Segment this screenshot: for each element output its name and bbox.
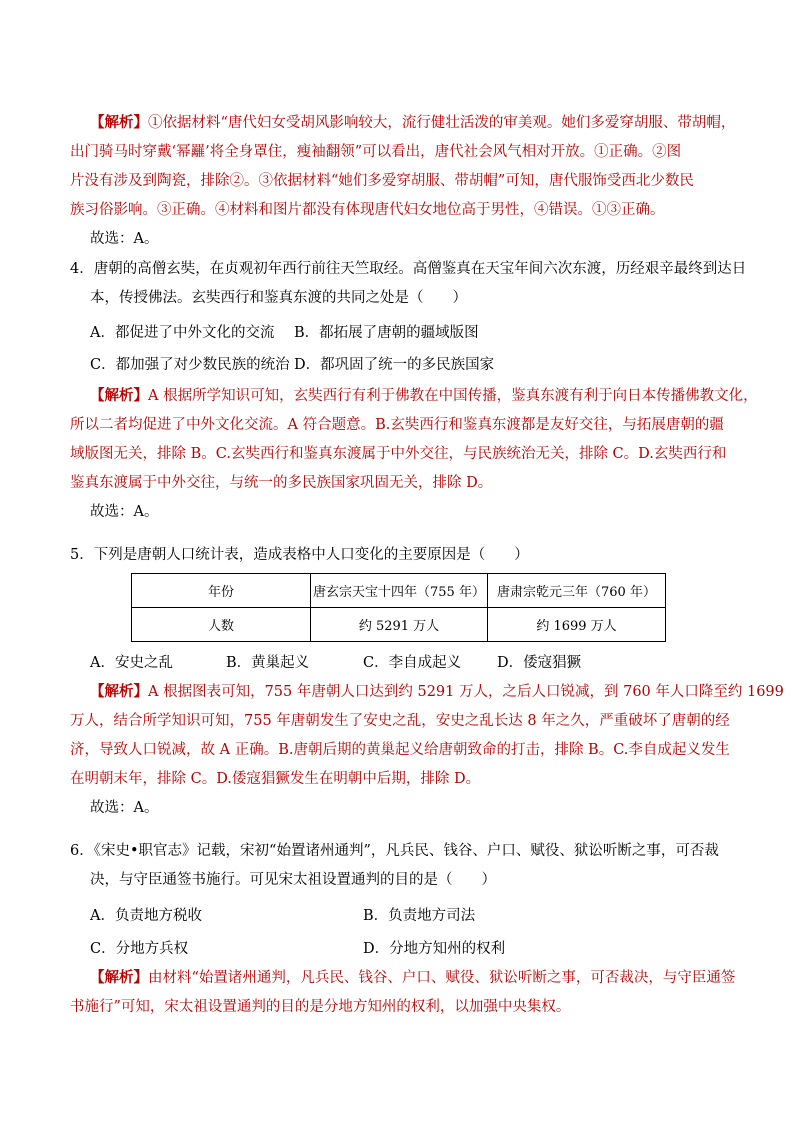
question-line: 决，与守臣通签书施行。可见宋太祖设置通判的目的是（ ） bbox=[90, 872, 496, 888]
analysis-line: 域版图无关，排除 B。C.玄奘西行和鉴真东渡属于中外交往，与民族统治无关，排除 C。D.玄奘西行和 bbox=[70, 446, 727, 462]
table-header-cell: 唐玄宗天宝十四年（755 年） bbox=[311, 574, 488, 608]
analysis-line: 在明朝末年，排除 C。D.倭寇猖獗发生在明朝中后期，排除 D。 bbox=[70, 771, 481, 787]
q6-option-b: B．负责地方司法 bbox=[363, 908, 476, 924]
table-row bbox=[132, 574, 666, 608]
answer-line: 故选：A。 bbox=[90, 504, 159, 520]
q6-option-a: A．负责地方税收 bbox=[90, 908, 202, 924]
table-row bbox=[132, 608, 666, 642]
q6-option-c: C．分地方兵权 bbox=[90, 941, 189, 957]
analysis-line: 鉴真东渡属于中外交往，与统一的多民族国家巩固无关，排除 D。 bbox=[70, 475, 493, 491]
analysis-line: 族习俗影响。③正确。④材料和图片都没有体现唐代妇女地位高于男性，④错误。①③正确。 bbox=[70, 202, 665, 218]
analysis-line: 【解析】①依据材料“唐代妇女受胡风影响较大，流行健壮活泼的审美观。她们多爱穿胡服、带胡帽， bbox=[90, 114, 736, 131]
analysis-line: 书施行”可知，宋太祖设置通判的目的是分地方知州的权利，以加强中央集权。 bbox=[70, 999, 571, 1015]
analysis-line: 【解析】由材料“始置诸州通判，凡兵民、钱谷、户口、赋役、狱讼听断之事，可否裁决，与守臣通签 bbox=[90, 969, 736, 986]
analysis-line: 济，导致人口锐减，故 A 正确。B.唐朝后期的黄巢起义给唐朝致命的打击，排除 B。C.李自成起义发生 bbox=[70, 742, 730, 758]
question-line: 6．《宋史•职官志》记载，宋初“始置诸州通判”，凡兵民、钱谷、户口、赋役、狱讼听断之事，可否裁 bbox=[70, 843, 719, 859]
q6-option-d: D．分地方知州的权利 bbox=[363, 941, 506, 957]
analysis-line: 所以二者均促进了中外文化交流。A 符合题意。B.玄奘西行和鉴真东渡都是友好交往，与拓展唐朝的疆 bbox=[70, 417, 724, 433]
analysis-label: 【解析】 bbox=[90, 114, 148, 131]
table-header-cell: 唐肃宗乾元三年（760 年） bbox=[488, 574, 666, 608]
q6-analysis bbox=[70, 963, 742, 1022]
analysis-line: 【解析】A 根据所学知识可知，玄奘西行有利于佛教在中国传播，鉴真东渡有利于向日本传播佛教文化， bbox=[90, 387, 758, 404]
table-header-cell: 年份 bbox=[132, 574, 311, 608]
table-cell: 人数 bbox=[132, 608, 311, 642]
answer-line: 故选：A。 bbox=[90, 231, 159, 247]
analysis-label: 【解析】 bbox=[90, 387, 148, 404]
analysis-line: 出门骑马时穿戴‘幂䍦’将全身罩住，瘦袖翻领”可以看出，唐代社会风气相对开放。①正确。②图 bbox=[70, 144, 682, 160]
table-cell: 约 1699 万人 bbox=[488, 608, 666, 642]
q5-stem bbox=[70, 541, 742, 570]
q4-analysis bbox=[70, 381, 758, 527]
analysis-line: 万人，结合所学知识可知，755 年唐朝发生了安史之乱，安史之乱长达 8 年之久，严重破坏了唐朝的经 bbox=[70, 713, 730, 729]
q5-option-d: D．倭寇猖獗 bbox=[497, 655, 582, 671]
analysis-line: 片没有涉及到陶瓷，排除②。③依据材料“她们多爱穿胡服、带胡帽”可知，唐代服饰受西北少数民 bbox=[70, 173, 694, 189]
analysis-label: 【解析】 bbox=[90, 969, 148, 986]
q5-option-a: A．安史之乱 bbox=[90, 655, 173, 671]
q4-option-b: B．都拓展了唐朝的疆域版图 bbox=[294, 325, 479, 341]
question-line: 本，传授佛法。玄奘西行和鉴真东渡的共同之处是（ ） bbox=[90, 290, 467, 306]
analysis-label: 【解析】 bbox=[90, 683, 148, 700]
q5-analysis bbox=[70, 677, 784, 823]
q3-analysis bbox=[70, 108, 742, 254]
answer-line: 故选：A。 bbox=[90, 800, 159, 816]
q4-option-d: D．都巩固了统一的多民族国家 bbox=[294, 357, 495, 373]
question-line: 5．下列是唐朝人口统计表，造成表格中人口变化的主要原因是（ ） bbox=[70, 547, 529, 563]
analysis-line: 【解析】A 根据图表可知，755 年唐朝人口达到约 5291 万人，之后人口锐减，到 760 年人口降至约 1699 bbox=[90, 683, 784, 700]
q4-option-c: C．都加强了对少数民族的统治 bbox=[90, 357, 290, 373]
q4-stem bbox=[70, 255, 747, 313]
q5-option-c: C．李自成起义 bbox=[363, 655, 462, 671]
q5-option-b: B．黄巢起义 bbox=[226, 655, 310, 671]
population-table bbox=[131, 573, 666, 642]
q6-stem bbox=[70, 837, 742, 895]
q4-option-a: A．都促进了中外文化的交流 bbox=[90, 325, 275, 341]
question-line: 4．唐朝的高僧玄奘，在贞观初年西行前往天竺取经。高僧鉴真在天宝年间六次东渡，历经艰辛最终到达日 bbox=[70, 261, 747, 277]
table-cell: 约 5291 万人 bbox=[311, 608, 488, 642]
